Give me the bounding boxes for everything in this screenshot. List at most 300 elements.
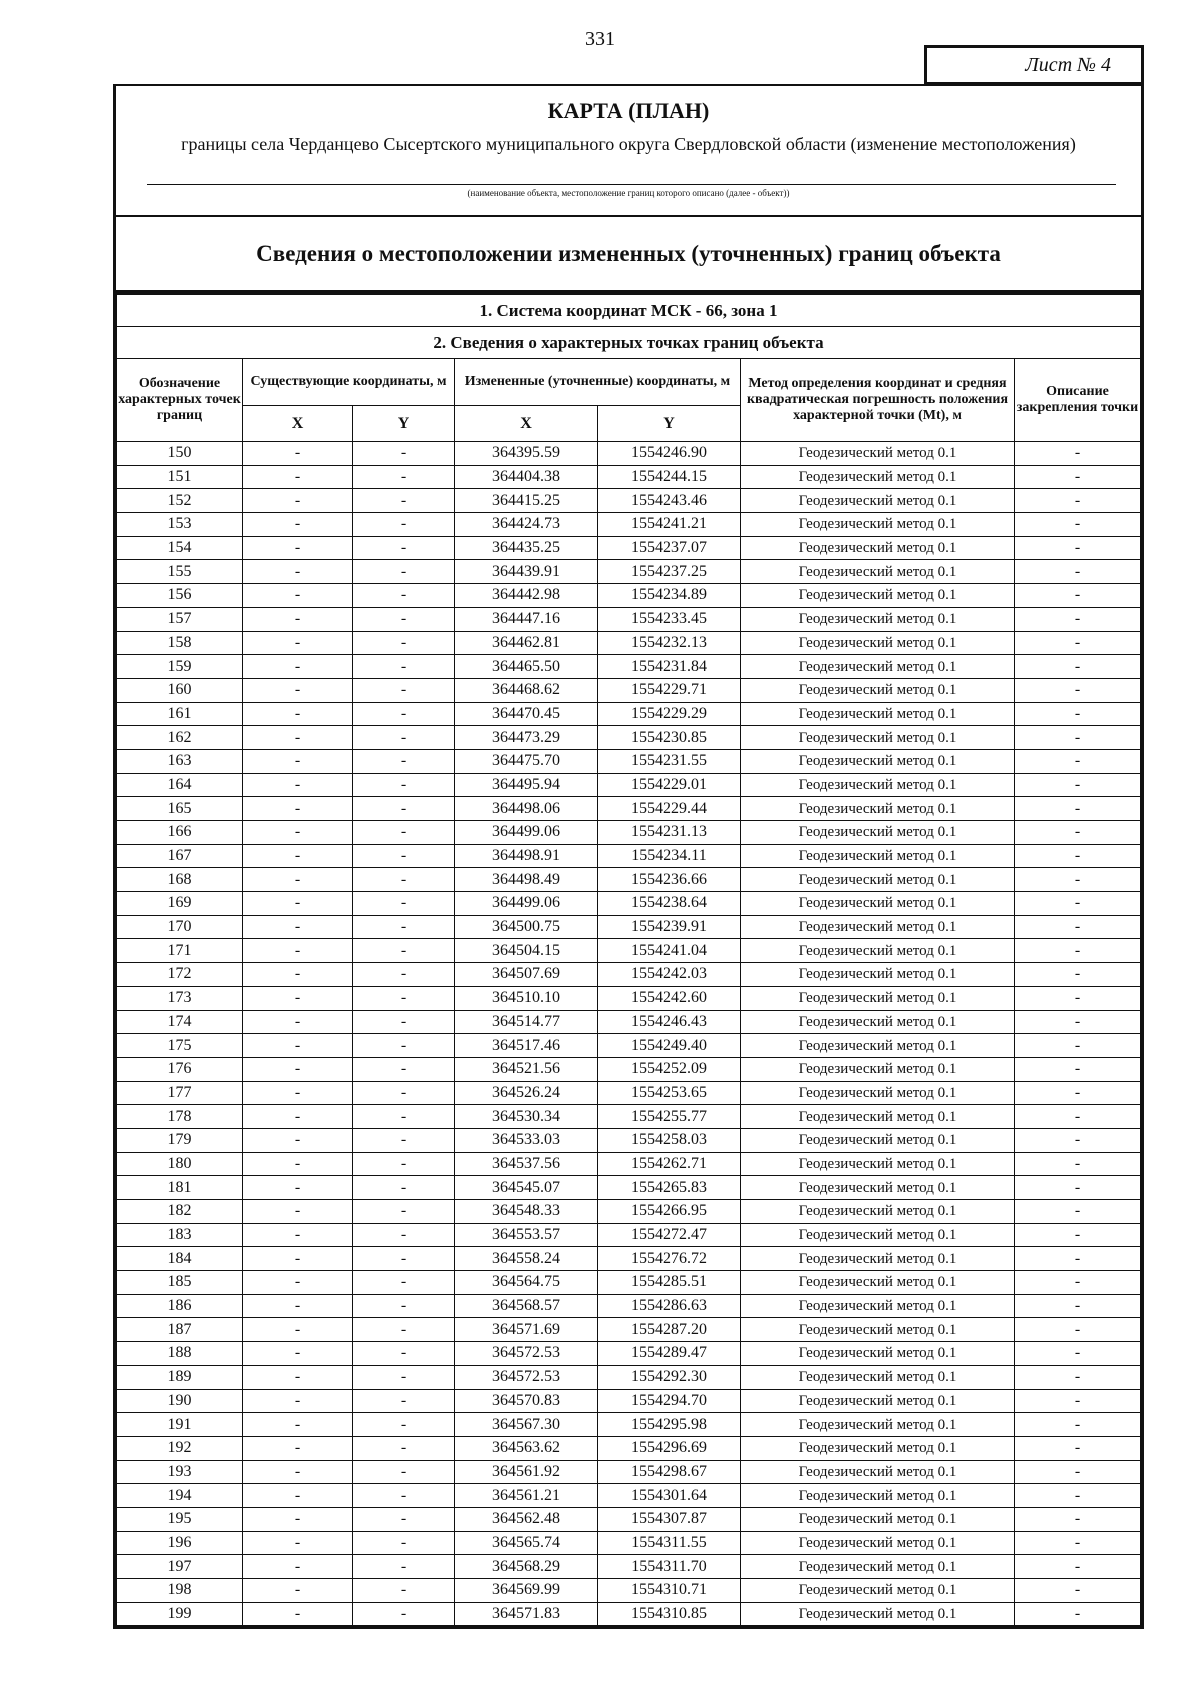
existing-y-cell: - [353,560,455,584]
description-cell: - [1015,655,1141,679]
changed-x-cell: 364571.69 [455,1318,598,1342]
document-title: КАРТА (ПЛАН) [547,98,710,123]
table-row [117,1128,1141,1152]
point-id-cell: 159 [117,655,243,679]
table-row [117,560,1141,584]
description-cell: - [1015,939,1141,963]
description-cell: - [1015,726,1141,750]
description-cell: - [1015,915,1141,939]
table-row [117,797,1141,821]
changed-x-cell: 364564.75 [455,1271,598,1295]
point-id-cell: 173 [117,986,243,1010]
table-header-row [117,359,1141,406]
existing-x-cell: - [243,1507,353,1531]
table-row [117,1460,1141,1484]
point-id-cell: 179 [117,1128,243,1152]
method-cell: Геодезический метод 0.1 [741,1294,1015,1318]
existing-y-cell: - [353,1010,455,1034]
changed-y-cell: 1554258.03 [598,1128,741,1152]
header-existing: Существующие координаты, м [243,359,455,406]
document-subtitle: границы села Черданцево Сысертского муниципального округа Свердловской области (изменение местоположения) [181,134,1076,154]
description-cell: - [1015,844,1141,868]
changed-y-cell: 1554265.83 [598,1176,741,1200]
existing-x-cell: - [243,749,353,773]
changed-x-cell: 364567.30 [455,1413,598,1437]
description-cell: - [1015,1389,1141,1413]
existing-y-cell: - [353,1436,455,1460]
changed-x-cell: 364510.10 [455,986,598,1010]
existing-x-cell: - [243,1413,353,1437]
point-id-cell: 190 [117,1389,243,1413]
table-row [117,963,1141,987]
changed-y-cell: 1554285.51 [598,1271,741,1295]
existing-y-cell: - [353,1081,455,1105]
changed-y-cell: 1554229.71 [598,678,741,702]
existing-y-cell: - [353,892,455,916]
changed-y-cell: 1554292.30 [598,1365,741,1389]
header-method: Метод определения координат и средняя квадратическая погрешность положения характерной точки (Mt), м [741,359,1015,442]
point-id-cell: 174 [117,1010,243,1034]
table-row [117,1507,1141,1531]
description-cell: - [1015,1294,1141,1318]
changed-y-cell: 1554234.11 [598,844,741,868]
description-cell: - [1015,1460,1141,1484]
table-row [117,1034,1141,1058]
description-cell: - [1015,1247,1141,1271]
table-row [117,1081,1141,1105]
changed-x-cell: 364569.99 [455,1579,598,1603]
changed-y-cell: 1554241.04 [598,939,741,963]
point-id-cell: 171 [117,939,243,963]
changed-y-cell: 1554311.70 [598,1555,741,1579]
changed-y-cell: 1554310.71 [598,1579,741,1603]
method-cell: Геодезический метод 0.1 [741,1531,1015,1555]
point-id-cell: 156 [117,584,243,608]
table-row [117,489,1141,513]
method-cell: Геодезический метод 0.1 [741,1010,1015,1034]
table-row [117,1152,1141,1176]
existing-x-cell: - [243,1579,353,1603]
changed-x-cell: 364521.56 [455,1057,598,1081]
point-id-cell: 155 [117,560,243,584]
table-row [117,773,1141,797]
points-info-caption: 2. Сведения о характерных точках границ объекта [117,327,1141,359]
existing-y-cell: - [353,1247,455,1271]
table-row [117,1176,1141,1200]
existing-x-cell: - [243,986,353,1010]
point-id-cell: 197 [117,1555,243,1579]
changed-x-cell: 364526.24 [455,1081,598,1105]
method-cell: Геодезический метод 0.1 [741,489,1015,513]
existing-y-cell: - [353,844,455,868]
changed-x-cell: 364473.29 [455,726,598,750]
changed-y-cell: 1554236.66 [598,868,741,892]
description-cell: - [1015,1105,1141,1129]
existing-x-cell: - [243,465,353,489]
changed-y-cell: 1554295.98 [598,1413,741,1437]
changed-y-cell: 1554242.60 [598,986,741,1010]
changed-x-cell: 364500.75 [455,915,598,939]
point-id-cell: 188 [117,1342,243,1366]
existing-x-cell: - [243,1555,353,1579]
existing-x-cell: - [243,655,353,679]
existing-y-cell: - [353,442,455,466]
description-cell: - [1015,1602,1141,1626]
existing-x-cell: - [243,1081,353,1105]
point-id-cell: 172 [117,963,243,987]
description-cell: - [1015,631,1141,655]
method-cell: Геодезический метод 0.1 [741,1176,1015,1200]
method-cell: Геодезический метод 0.1 [741,749,1015,773]
changed-x-cell: 364470.45 [455,702,598,726]
existing-y-cell: - [353,607,455,631]
table-row [117,1342,1141,1366]
method-cell: Геодезический метод 0.1 [741,868,1015,892]
method-cell: Геодезический метод 0.1 [741,1057,1015,1081]
table-row [117,844,1141,868]
existing-x-cell: - [243,1057,353,1081]
table-row [117,655,1141,679]
point-id-cell: 162 [117,726,243,750]
description-cell: - [1015,513,1141,537]
point-id-cell: 167 [117,844,243,868]
method-cell: Геодезический метод 0.1 [741,1365,1015,1389]
description-cell: - [1015,986,1141,1010]
existing-x-cell: - [243,1247,353,1271]
changed-x-cell: 364548.33 [455,1200,598,1224]
point-id-cell: 186 [117,1294,243,1318]
existing-y-cell: - [353,1271,455,1295]
method-cell: Геодезический метод 0.1 [741,1318,1015,1342]
method-cell: Геодезический метод 0.1 [741,1152,1015,1176]
changed-y-cell: 1554301.64 [598,1484,741,1508]
method-cell: Геодезический метод 0.1 [741,1389,1015,1413]
existing-x-cell: - [243,1271,353,1295]
existing-x-cell: - [243,821,353,845]
table-row [117,1365,1141,1389]
point-id-cell: 160 [117,678,243,702]
existing-y-cell: - [353,1294,455,1318]
table-row [117,1294,1141,1318]
point-id-cell: 182 [117,1200,243,1224]
existing-y-cell: - [353,963,455,987]
description-cell: - [1015,1342,1141,1366]
existing-x-cell: - [243,631,353,655]
existing-x-cell: - [243,1318,353,1342]
table-row [117,1223,1141,1247]
table-row [117,915,1141,939]
existing-y-cell: - [353,1507,455,1531]
description-cell: - [1015,773,1141,797]
table-row [117,939,1141,963]
description-cell: - [1015,1200,1141,1224]
changed-x-cell: 364468.62 [455,678,598,702]
method-cell: Геодезический метод 0.1 [741,1247,1015,1271]
table-caption-row [117,327,1141,359]
point-id-cell: 194 [117,1484,243,1508]
changed-x-cell: 364404.38 [455,465,598,489]
description-cell: - [1015,868,1141,892]
existing-x-cell: - [243,1105,353,1129]
point-id-cell: 184 [117,1247,243,1271]
changed-x-cell: 364545.07 [455,1176,598,1200]
point-id-cell: 185 [117,1271,243,1295]
point-id-cell: 166 [117,821,243,845]
existing-y-cell: - [353,939,455,963]
method-cell: Геодезический метод 0.1 [741,1602,1015,1626]
existing-y-cell: - [353,1413,455,1437]
changed-y-cell: 1554234.89 [598,584,741,608]
method-cell: Геодезический метод 0.1 [741,584,1015,608]
changed-y-cell: 1554310.85 [598,1602,741,1626]
table-row [117,1105,1141,1129]
description-cell: - [1015,1176,1141,1200]
method-cell: Геодезический метод 0.1 [741,986,1015,1010]
changed-y-cell: 1554289.47 [598,1342,741,1366]
changed-y-cell: 1554252.09 [598,1057,741,1081]
changed-y-cell: 1554294.70 [598,1389,741,1413]
changed-x-cell: 364553.57 [455,1223,598,1247]
existing-y-cell: - [353,868,455,892]
method-cell: Геодезический метод 0.1 [741,1555,1015,1579]
table-row [117,868,1141,892]
changed-y-cell: 1554229.44 [598,797,741,821]
point-id-cell: 154 [117,536,243,560]
description-cell: - [1015,560,1141,584]
changed-y-cell: 1554246.43 [598,1010,741,1034]
point-id-cell: 157 [117,607,243,631]
changed-x-cell: 364495.94 [455,773,598,797]
changed-y-cell: 1554307.87 [598,1507,741,1531]
description-cell: - [1015,1436,1141,1460]
existing-x-cell: - [243,915,353,939]
existing-x-cell: - [243,797,353,821]
existing-x-cell: - [243,1176,353,1200]
changed-x-cell: 364415.25 [455,489,598,513]
existing-x-cell: - [243,963,353,987]
changed-y-cell: 1554249.40 [598,1034,741,1058]
description-cell: - [1015,1365,1141,1389]
method-cell: Геодезический метод 0.1 [741,1271,1015,1295]
point-id-cell: 158 [117,631,243,655]
existing-y-cell: - [353,1034,455,1058]
existing-x-cell: - [243,1294,353,1318]
table-row [117,678,1141,702]
description-cell: - [1015,1010,1141,1034]
method-cell: Геодезический метод 0.1 [741,1342,1015,1366]
method-cell: Геодезический метод 0.1 [741,1128,1015,1152]
description-cell: - [1015,1413,1141,1437]
existing-y-cell: - [353,584,455,608]
table-row [117,892,1141,916]
existing-x-cell: - [243,1436,353,1460]
method-cell: Геодезический метод 0.1 [741,1460,1015,1484]
table-row [117,1389,1141,1413]
changed-x-cell: 364465.50 [455,655,598,679]
table-row [117,1602,1141,1626]
existing-y-cell: - [353,749,455,773]
method-cell: Геодезический метод 0.1 [741,465,1015,489]
changed-y-cell: 1554296.69 [598,1436,741,1460]
point-id-cell: 180 [117,1152,243,1176]
changed-x-cell: 364507.69 [455,963,598,987]
table-row [117,536,1141,560]
method-cell: Геодезический метод 0.1 [741,1484,1015,1508]
title-caption: (наименование объекта, местоположение границ которого описано (далее - объект)) [467,188,790,198]
method-cell: Геодезический метод 0.1 [741,844,1015,868]
table-row [117,442,1141,466]
existing-y-cell: - [353,465,455,489]
method-cell: Геодезический метод 0.1 [741,560,1015,584]
changed-y-cell: 1554246.90 [598,442,741,466]
document-frame [113,85,1144,1629]
existing-y-cell: - [353,1342,455,1366]
point-id-cell: 195 [117,1507,243,1531]
changed-y-cell: 1554287.20 [598,1318,741,1342]
changed-x-cell: 364462.81 [455,631,598,655]
existing-x-cell: - [243,607,353,631]
description-cell: - [1015,1057,1141,1081]
point-id-cell: 191 [117,1413,243,1437]
table-row [117,1010,1141,1034]
existing-x-cell: - [243,844,353,868]
existing-x-cell: - [243,773,353,797]
existing-y-cell: - [353,986,455,1010]
description-cell: - [1015,1223,1141,1247]
method-cell: Геодезический метод 0.1 [741,726,1015,750]
existing-y-cell: - [353,489,455,513]
existing-y-cell: - [353,1579,455,1603]
changed-x-cell: 364442.98 [455,584,598,608]
existing-y-cell: - [353,1555,455,1579]
existing-y-cell: - [353,1460,455,1484]
changed-y-cell: 1554238.64 [598,892,741,916]
changed-x-cell: 364498.06 [455,797,598,821]
existing-x-cell: - [243,1200,353,1224]
changed-x-cell: 364568.57 [455,1294,598,1318]
point-id-cell: 196 [117,1531,243,1555]
sheet-number: Лист № 4 [1025,53,1111,76]
point-id-cell: 170 [117,915,243,939]
header-changed: Измененные (уточненные) координаты, м [455,359,741,406]
existing-y-cell: - [353,1176,455,1200]
point-id-cell: 177 [117,1081,243,1105]
changed-x-cell: 364572.53 [455,1342,598,1366]
existing-y-cell: - [353,1531,455,1555]
changed-y-cell: 1554231.55 [598,749,741,773]
description-cell: - [1015,1579,1141,1603]
changed-x-cell: 364498.49 [455,868,598,892]
changed-y-cell: 1554298.67 [598,1460,741,1484]
description-cell: - [1015,442,1141,466]
table-row [117,749,1141,773]
existing-y-cell: - [353,1057,455,1081]
point-id-cell: 189 [117,1365,243,1389]
existing-x-cell: - [243,1034,353,1058]
changed-y-cell: 1554243.46 [598,489,741,513]
existing-x-cell: - [243,892,353,916]
header-existing-x: X [243,406,353,442]
method-cell: Геодезический метод 0.1 [741,821,1015,845]
changed-y-cell: 1554233.45 [598,607,741,631]
header-description: Описание закрепления точки [1015,359,1141,442]
existing-y-cell: - [353,915,455,939]
existing-y-cell: - [353,773,455,797]
table-row [117,631,1141,655]
method-cell: Геодезический метод 0.1 [741,1223,1015,1247]
changed-y-cell: 1554266.95 [598,1200,741,1224]
existing-x-cell: - [243,1152,353,1176]
table-row [117,1413,1141,1437]
table-row [117,1579,1141,1603]
existing-x-cell: - [243,1128,353,1152]
changed-x-cell: 364558.24 [455,1247,598,1271]
point-id-cell: 192 [117,1436,243,1460]
existing-x-cell: - [243,868,353,892]
existing-x-cell: - [243,513,353,537]
existing-y-cell: - [353,1128,455,1152]
description-cell: - [1015,963,1141,987]
changed-x-cell: 364498.91 [455,844,598,868]
existing-y-cell: - [353,702,455,726]
method-cell: Геодезический метод 0.1 [741,442,1015,466]
existing-x-cell: - [243,560,353,584]
method-cell: Геодезический метод 0.1 [741,892,1015,916]
changed-x-cell: 364565.74 [455,1531,598,1555]
changed-y-cell: 1554253.65 [598,1081,741,1105]
existing-x-cell: - [243,1365,353,1389]
changed-x-cell: 364563.62 [455,1436,598,1460]
page-number: 331 [585,28,615,50]
method-cell: Геодезический метод 0.1 [741,1579,1015,1603]
method-cell: Геодезический метод 0.1 [741,1034,1015,1058]
existing-x-cell: - [243,536,353,560]
description-cell: - [1015,797,1141,821]
header-changed-y: Y [598,406,741,442]
point-id-cell: 193 [117,1460,243,1484]
description-cell: - [1015,892,1141,916]
changed-x-cell: 364537.56 [455,1152,598,1176]
method-cell: Геодезический метод 0.1 [741,1507,1015,1531]
existing-y-cell: - [353,821,455,845]
description-cell: - [1015,607,1141,631]
changed-x-cell: 364435.25 [455,536,598,560]
point-id-cell: 153 [117,513,243,537]
table-row [117,607,1141,631]
changed-x-cell: 364571.83 [455,1602,598,1626]
method-cell: Геодезический метод 0.1 [741,915,1015,939]
existing-x-cell: - [243,1531,353,1555]
changed-y-cell: 1554255.77 [598,1105,741,1129]
point-id-cell: 169 [117,892,243,916]
existing-x-cell: - [243,678,353,702]
changed-y-cell: 1554229.29 [598,702,741,726]
point-id-cell: 150 [117,442,243,466]
existing-x-cell: - [243,1389,353,1413]
existing-x-cell: - [243,1484,353,1508]
existing-y-cell: - [353,1152,455,1176]
changed-y-cell: 1554244.15 [598,465,741,489]
changed-x-cell: 364499.06 [455,821,598,845]
existing-y-cell: - [353,726,455,750]
table-row [117,1271,1141,1295]
coordinate-system-caption: 1. Система координат МСК - 66, зона 1 [117,295,1141,327]
existing-y-cell: - [353,1389,455,1413]
point-id-cell: 183 [117,1223,243,1247]
point-id-cell: 181 [117,1176,243,1200]
existing-y-cell: - [353,536,455,560]
method-cell: Геодезический метод 0.1 [741,702,1015,726]
